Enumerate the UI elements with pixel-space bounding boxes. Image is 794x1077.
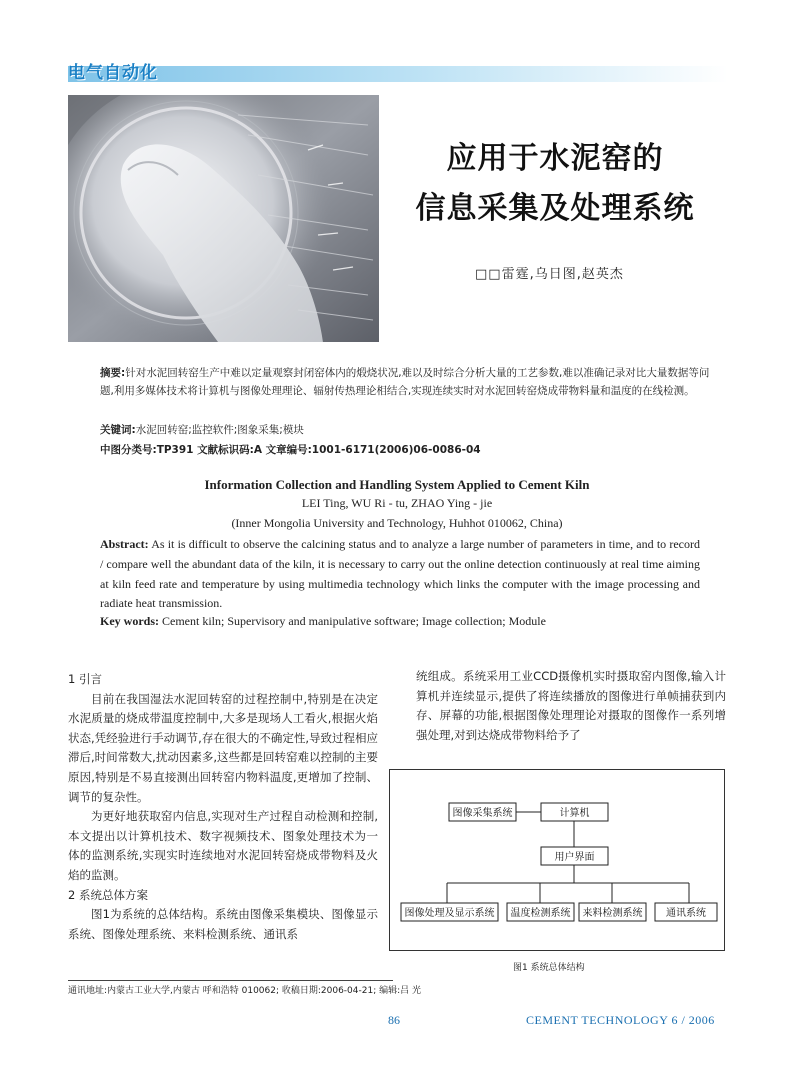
- label-user-interface: 用户界面: [554, 852, 595, 863]
- chinese-abstract: [100, 364, 710, 400]
- keywords-text: 水泥回转窑;监控软件;图象采集;模块: [135, 424, 304, 436]
- paragraph-1: 目前在我国湿法水泥回转窑的过程控制中,特别是在决定水泥质量的烧成带温度控制中,大多是现场人工看火,根据火焰状态,凭经验进行手动调节,存在很大的不确定性,导致过程相应滞后,时间常数大,扰动因素多,这些都是回转窑难以控制的主要原因,特别是不易直接测出回转窑内物料温度,更增加了控制、调节的复杂性。: [68, 691, 378, 804]
- paragraph-3: 图1为系统的总体结构。系统由图像采集模块、图像显示系统、图像处理系统、来料检测系统、通讯系: [68, 907, 378, 941]
- section-2-heading: 2 系统总体方案: [68, 887, 148, 902]
- right-column-text: 统组成。系统采用工业CCD摄像机实时摄取窑内图像,输入计算机并连续显示,提供了将连续播放的图像进行单帧捕获到内存、屏幕的功能,根据图像处理理论对摄取的图像作一系列增强处理,对到达烧成带物料给予了: [416, 669, 726, 742]
- label-image-processing: 图像处理及显示系统: [404, 908, 495, 919]
- system-structure-figure: [389, 769, 725, 951]
- english-abstract: [100, 535, 700, 614]
- label-communication: 通讯系统: [666, 908, 706, 919]
- section-1-heading: 1 引言: [68, 672, 102, 686]
- article-title-line-1: 应用于水泥窑的: [446, 141, 664, 176]
- english-keywords-text: Cement kiln; Supervisory and manipulative software; Image collection; Module: [159, 614, 546, 628]
- keywords-label: 关键词:: [100, 424, 136, 436]
- hand-touch-photo: [68, 95, 379, 342]
- label-temperature: 温度检测系统: [510, 908, 571, 919]
- footer-divider: [68, 980, 393, 981]
- english-abstract-label: Abstract:: [100, 537, 149, 551]
- photo-illustration: [68, 95, 379, 342]
- section-label: 电气自动化: [68, 63, 158, 83]
- english-title: Information Collection and Handling System Applied to Cement Kiln: [204, 477, 590, 492]
- article-title-line-2: 信息采集及处理系统: [415, 191, 695, 226]
- english-authors: LEI Ting, WU Ri - tu, ZHAO Ying - jie: [301, 496, 493, 510]
- header-band: [68, 66, 728, 82]
- english-keywords: [100, 614, 546, 629]
- english-keywords-label: Key words:: [100, 614, 159, 628]
- chinese-keywords: [100, 421, 304, 439]
- label-feed: 来料检测系统: [582, 908, 643, 919]
- english-abstract-text: As it is difficult to observe the calcining status and to analyze a large number of parameters in time, and to record / compare well the abundant data of the kiln, it is necessary to carry out the online detection continuously at real time aiming at kiln feed rate and temperature by using multimedia technology which links the computer with the image processing and radiate heat transmission.: [100, 537, 700, 611]
- label-image-capture: 图像采集系统: [452, 808, 513, 819]
- structure-diagram: [390, 770, 724, 950]
- left-column: [68, 670, 378, 944]
- footer-info: 通讯地址:内蒙古工业大学,内蒙古 呼和浩特 010062; 收稿日期:2006-04-21; 编辑:吕 光: [68, 986, 421, 996]
- abstract-label: 摘要:: [100, 367, 126, 379]
- article-authors: □□雷霆,乌日图,赵英杰: [475, 267, 624, 282]
- classification-line: 中图分类号:TP391 文献标识码:A 文章编号:1001-6171(2006)06-0086-04: [100, 444, 481, 456]
- journal-name: CEMENT TECHNOLOGY 6 / 2006: [526, 1013, 715, 1027]
- page-number: 86: [388, 1013, 400, 1027]
- label-computer: 计算机: [559, 808, 590, 819]
- paragraph-2: 为更好地获取窑内信息,实现对生产过程自动检测和控制,本文提出以计算机技术、数字视频技术、图象处理技术为一体的监测系统,实现实时连续地对水泥回转窑烧成带物料及火焰的监测。: [68, 809, 378, 882]
- english-affiliation: (Inner Mongolia University and Technology, Huhhot 010062, China): [231, 516, 563, 530]
- figure-caption: 图1 系统总体结构: [513, 963, 585, 973]
- abstract-text: 针对水泥回转窑生产中难以定量观察封闭窑体内的煅烧状况,难以及时综合分析大量的工艺参数,难以准确记录对比大量数据等问题,利用多媒体技术将计算机与图像处理理论、辐射传热理论相结合,实现连续实时对水泥回转窑烧成带物料量和温度的在线检测。: [100, 367, 710, 397]
